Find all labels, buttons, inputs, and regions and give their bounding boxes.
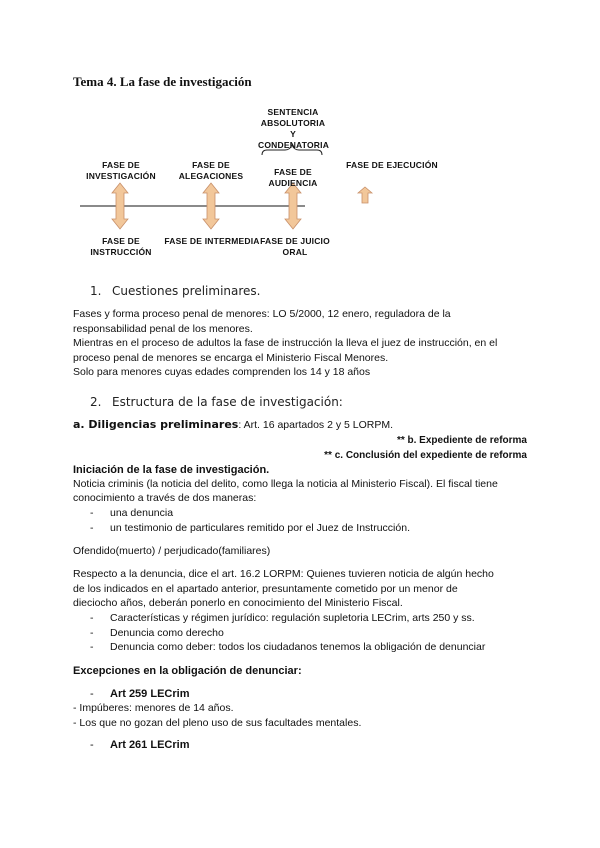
label-sentencia: SENTENCIA ABSOLUTORIA Y CONDENATORIA [258,107,330,150]
paragraph: Mientras en el proceso de adultos la fase de instrucción la lleva el juez de instrucción, en el [73,337,498,349]
paragraph: Respecto a la denuncia, dice el art. 16.2 LORPM: Quienes tuvieren noticia de algún hecho [73,568,494,580]
label-fase-intermedia: FASE DE INTERMEDIA [164,236,260,246]
section-1-heading: 1. Cuestiones preliminares. [90,284,261,298]
list-item: - Denuncia como deber: todos los ciudadanos tenemos la obligación de denunciar [90,641,486,653]
paragraph: - Impúberes: menores de 14 años. [73,702,234,714]
iniciacion-heading: Iniciación de la fase de investigación. [73,464,270,476]
subsection-a: a. Diligencias preliminares: Art. 16 apartados 2 y 5 LORPM. [73,418,394,431]
paragraph: Noticia criminis (la noticia del delito, como llega la noticia al Ministerio Fiscal). El fiscal tiene [73,478,498,490]
list-item: - Art 261 LECrim [90,739,190,751]
paragraph: responsabilidad penal de los menores. [73,323,253,335]
label-fase-instruccion: FASE DE INSTRUCCIÓN [90,236,152,257]
double-arrow-icon [358,187,372,203]
paragraph: Fases y forma proceso penal de menores: LO 5/2000, 12 enero, reguladora de la [73,308,451,320]
page-title: Tema 4. La fase de investigación [73,74,252,89]
list-item: - un testimonio de particulares remitido por el Juez de Instrucción. [90,522,410,534]
label-fase-audiencia: FASE DE AUDIENCIA [268,167,318,188]
section-2-heading: 2. Estructura de la fase de investigación: [90,395,343,409]
label-fase-ejecucion: FASE DE EJECUCIÓN [346,160,438,170]
list-item: - Características y régimen jurídico: regulación supletoria LECrim, arts 250 y ss. [90,612,475,624]
subsection-b: ** b. Expediente de reforma [396,435,527,446]
subsection-c: ** c. Conclusión del expediente de reforma [324,450,527,461]
list-item: - Art 259 LECrim [90,688,190,700]
list-item: - una denuncia [90,507,174,519]
paragraph: dieciocho años, deberán ponerlo en conocimiento del Ministerio Fiscal. [73,597,403,609]
paragraph: conocimiento a través de dos maneras: [73,492,257,504]
list-item: - Denuncia como derecho [90,627,224,639]
paragraph: de los indicados en el apartado anterior, presuntamente cometido por un menor de [73,583,458,595]
process-phases-diagram [80,105,520,265]
excepciones-heading: Excepciones en la obligación de denunciar: [73,665,302,677]
paragraph: - Los que no gozan del pleno uso de sus facultades mentales. [73,717,362,729]
label-fase-alegaciones: FASE DE ALEGACIONES [178,160,244,181]
paragraph: Ofendido(muerto) / perjudicado(familiares) [73,545,271,557]
paragraph: Solo para menores cuyas edades comprenden los 14 y 18 años [73,366,371,378]
paragraph: proceso penal de menores se encarga el Ministerio Fiscal Menores. [73,352,389,364]
label-fase-investigacion: FASE DE INVESTIGACIÓN [86,160,156,181]
label-fase-juicio-oral: FASE DE JUICIO ORAL [260,236,330,257]
